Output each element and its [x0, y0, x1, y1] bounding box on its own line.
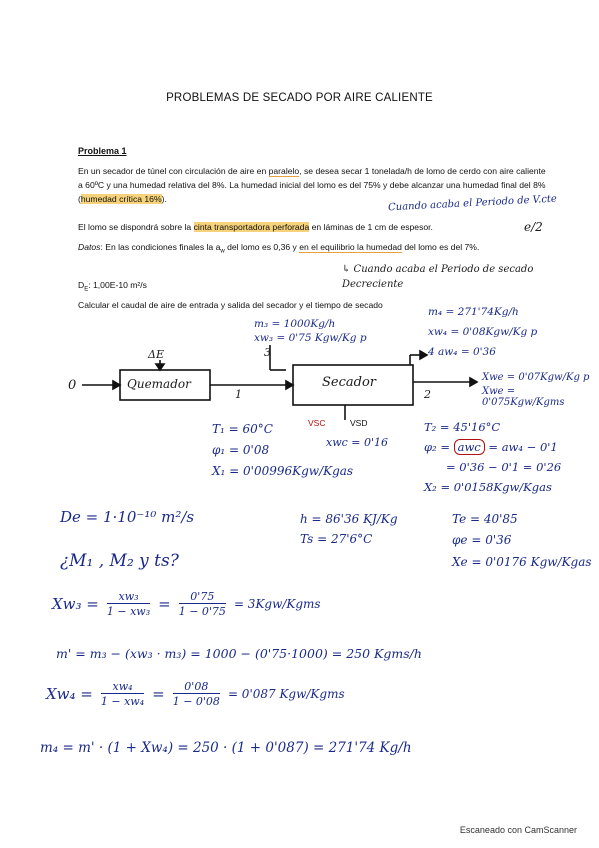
- xw4-value: xw₄ = 0'08Kgw/Kg p: [428, 326, 538, 338]
- de-result: De = 1·10⁻¹⁰ m²/s: [60, 508, 195, 526]
- paragraph-1: En un secador de túnel con circulación de aire en paralelo, se desea secar 1 tonelada/h de lomo de cerdo con aire caliente a 60ºC y una humedad relativa del 8%. La humedad inicial del lomo es del 75% y debe alcanzar una humedad final del 8% (humedad crítica 16%).: [78, 166, 546, 205]
- vsc-label: VSC: [308, 418, 326, 428]
- ts-result: Ts = 27'6°C: [300, 532, 373, 546]
- xwc-value: xwc = 0'16: [326, 436, 389, 449]
- xwe-value: Xwe = 0'07Kgw/Kg p: [482, 372, 590, 383]
- note-decreciente: ↳ Cuando acaba el Periodo de secado Decreciente: [342, 264, 534, 290]
- question-text: Calcular el caudal de aire de entrada y salida del secador y el tiempo de secado: [78, 300, 383, 310]
- equation-m4: m₄ = m' · (1 + Xw₄) = 250 · (1 + 0'087) = 271'74 Kg/h: [40, 740, 412, 756]
- diffusivity-line: $D_E$: 1,00E-10 m²/s: [78, 280, 147, 293]
- t1-value: T₁ = 60°C: [212, 422, 273, 436]
- scanner-watermark: Escaneado con CamScanner: [459, 825, 577, 835]
- node-0: 0: [68, 378, 77, 393]
- aw4-value: 4 aw₄ = 0'36: [428, 346, 496, 358]
- quemador-label: Quemador: [127, 377, 191, 391]
- enthalpy-result: h = 86'36 KJ/Kg: [300, 512, 398, 526]
- node-3: 3: [264, 346, 271, 359]
- equation-xw4: Xw₄ = $\frac{\text{xw₄}}{\text{1 − xw₄}}$ = $\frac{0'08}{1 - 0'08}$ = 0'087 Kgw/Kgms: [46, 680, 345, 708]
- t2-value: T₂ = 45'16°C: [424, 420, 501, 434]
- note-e2: e/2: [524, 220, 543, 234]
- node-1: 1: [235, 388, 242, 401]
- te-result: Te = 40'85: [452, 512, 518, 526]
- phie-result: φe = 0'36: [452, 533, 512, 547]
- arrow-head-1: [286, 381, 293, 389]
- delta-e-label: ΔE: [148, 348, 164, 361]
- X1-value: X₁ = 0'00996Kgw/Kgas: [212, 464, 354, 478]
- Xwe-value: Xwe = 0'075Kgw/Kgms: [482, 386, 565, 408]
- X2-value: X₂ = 0'0158Kgw/Kgas: [424, 480, 552, 494]
- paragraph-2: El lomo se dispondrá sobre la cinta transportadora perforada en láminas de 1 cm de espesor.: [78, 222, 433, 232]
- arrow-head-2: [470, 378, 477, 386]
- document-title: PROBLEMAS DE SECADO POR AIRE CALIENTE: [166, 92, 433, 104]
- phi2-calc: = 0'36 − 0'1 = 0'26: [446, 460, 562, 474]
- arrow-head-4: [420, 351, 427, 359]
- xw3-value: xw₃ = 0'75 Kgw/Kg p: [254, 332, 367, 344]
- xe-result: Xe = 0'0176 Kgw/Kgas: [452, 555, 592, 569]
- equation-m-prime: m' = m₃ − (xw₃ · m₃) = 1000 − (0'75·1000) = 250 Kgms/h: [56, 646, 422, 661]
- note-vcte: Cuando acaba el Periodo de V.cte: [387, 193, 558, 214]
- equation-xw3: Xw₃ = $\frac{\text{xw₃}}{\text{1 − xw₃}}$ = $\frac{0'75}{1 - 0'75}$ = 3Kgw/Kgms: [52, 590, 321, 618]
- secador-label: Secador: [322, 375, 376, 390]
- arrow-head-0: [113, 381, 120, 389]
- node-2: 2: [424, 388, 431, 401]
- m3-value: m₃ = 1000Kg/h: [254, 318, 336, 330]
- paragraph-3: Datos: En las condiciones finales la $a_w$ del lomo es 0,36 y en el equilibrio la humedad del lomo es del 7%.: [78, 242, 480, 255]
- problem-heading: Problema 1: [78, 146, 127, 156]
- vsd-label: VSD: [350, 418, 368, 428]
- m4-value: m₄ = 271'74Kg/h: [428, 306, 519, 318]
- handwritten-question: ¿M₁ , M₂ y ts?: [60, 551, 179, 571]
- phi1-value: φ₁ = 0'08: [212, 443, 270, 457]
- phi2-value: φ₂ = awc = aw₄ − 0'1: [424, 440, 558, 454]
- awc-box: awc: [454, 439, 485, 455]
- arrow-head-energy: [156, 364, 164, 370]
